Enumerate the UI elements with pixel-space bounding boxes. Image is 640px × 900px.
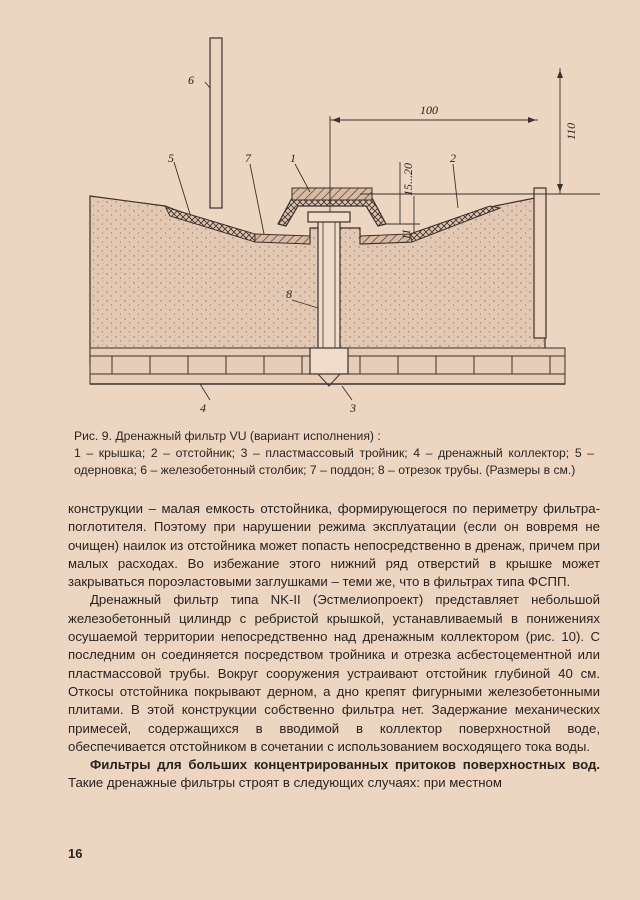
dimension-11: 11 [399,228,413,240]
pipe-segment [318,214,340,366]
label-1: 1 [290,151,296,165]
drainage-filter-figure [60,28,600,423]
label-6: 6 [188,73,194,87]
paragraph-3-heading: Фильтры для больших концентрированных притоков поверхностных вод. [90,757,600,773]
concrete-post-right [534,188,546,338]
dimension-100: 100 [420,103,438,117]
paragraph-3 [68,756,600,793]
caption-legend: 1 – крышка; 2 – отстойник; 3 – пластмассовый тройник; 4 – дренажный коллектор; 5 – одерновка; 6 – железобетонный столбик; 7 – поддон; 8 – отрезок трубы. (Размеры в см.) [74,446,594,477]
dimension-15-20: 15...20 [401,163,415,196]
figure-caption [74,428,594,479]
tee-fitting [310,348,348,374]
paragraph-2: Дренажный фильтр типа NK-II (Эстмелиопроект) представляет небольшой железобетонный цилиндр с ребристой крышкой, устанавливаемый в понижениях осушаемой территории непосредственно над дренажным коллектором (рис. 10). С последним он соединяется посредством тройника и отрезка асбестоцементной или пластмассовой трубы. Вокруг сооружения устраивают отстойник глубиной 40 см. Откосы отстойника покрывают дерном, а дно крепят фигурными железобетонными плитами. В этой конструкции собственно фильтра нет. Задержание механических примесей, содержащихся в вводимой в коллектор поверхностной воде, обеспечивается отстойником в сочетании с использованием восходящего тока воды. [68,592,600,754]
caption-title: Рис. 9. Дренажный фильтр VU (вариант исполнения) : [74,429,381,443]
page-number: 16 [68,846,83,861]
label-8: 8 [286,287,292,301]
concrete-post-left [210,38,222,208]
dimension-110: 110 [564,122,578,140]
paragraph-3-text: Такие дренажные фильтры строят в следующих случаях: при местном [68,775,502,791]
label-3: 3 [350,401,356,415]
label-7: 7 [245,151,251,165]
label-5: 5 [168,151,174,165]
label-4: 4 [200,401,206,415]
body-text [68,500,600,793]
paragraph-1: конструкции – малая емкость отстойника, формирующегося по периметру фильтра-поглотителя. Поэтому при нарушении режима эксплуатации (если он вовремя не очищен) наилок из отстойника может попасть непосредственно в дренаж, причем при малых расходах. Во избежание этого нижний ряд отверстий в крышке может закрываться пороэластовыми заглушками – теми же, что в фильтрах типа ФСПП. [68,501,600,590]
tray [255,234,310,244]
label-2: 2 [450,151,456,165]
